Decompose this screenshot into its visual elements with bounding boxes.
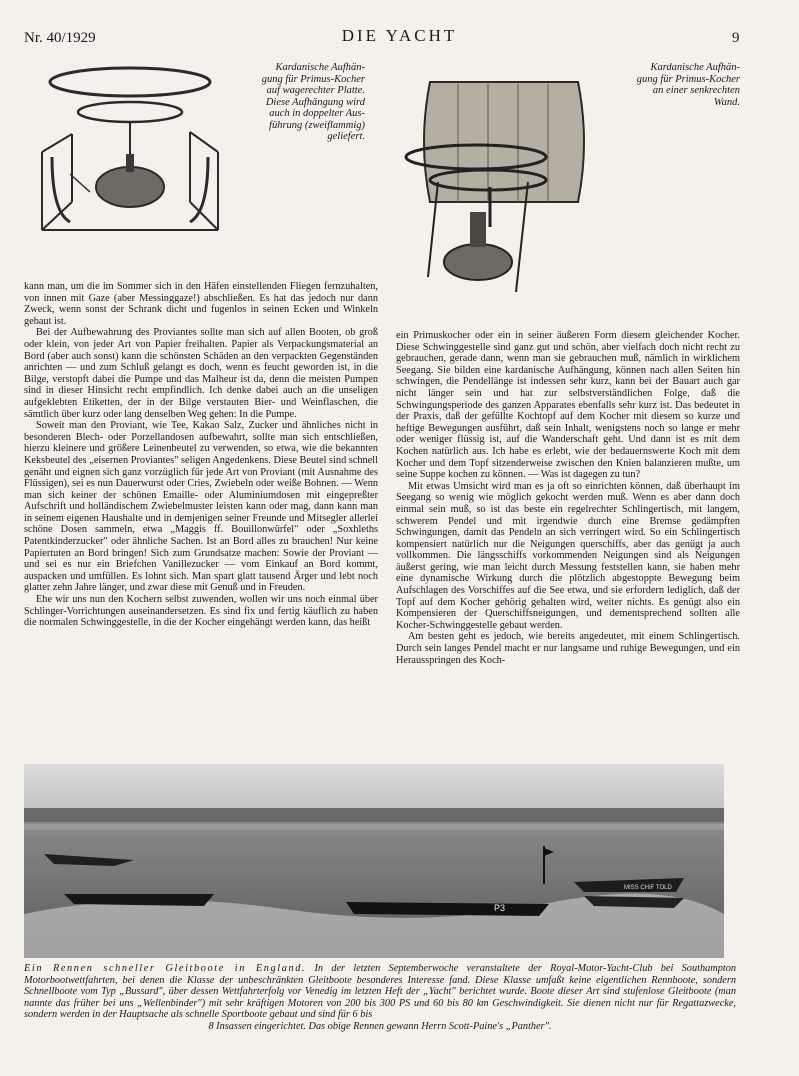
primus-stove-plate-illustration — [30, 62, 235, 247]
boat-label-p3: P3 — [494, 903, 506, 913]
caption-stove-plate: Kardanische Aufhän- gung für Primus-Kocher auf wagerechter Platte. Diese Aufhängung wird auch in doppelter Aus- führung (zweiflammig) geliefert. — [261, 62, 365, 142]
paragraph: ein Primuskocher oder ein in seiner äußeren Form diesem gleichender Kocher. Diese Schwinggestelle sind ganz gut und schön, aber vielfach doch nicht recht zu gebrauchen, gerade dann, wenn man sie gebrauchen muß, nämlich in wirklichem Seegang. Sie bilden eine kardanische Aufhängung, können nach allen Seiten hin schwingen, die Pendellänge ist indessen sehr kurz, kann bei der Bauart auch gar nicht länger sein und hat zur selbstverständlichen Folge, daß die Schwingungsperiode des ganzen Apparates ebenfalls sehr kurz ist. Das bedeutet in der Praxis, daß der gefüllte Kochtopf auf dem Kocher mit diesem so kurze und heftige Bewegungen ausführt, daß sein Inhalt, wenigstens noch so lange er mehr oder weniger flüssig ist, auf die Wanderschaft geht. Und dann ist es mit dem Kochen natürlich aus. Ich habe es erlebt, wie der bedauernswerte Koch mit dem Kocher und dem Topf sitzenderweise zwischen den Knien balanzieren mußte, um seine Suppe kochen zu können. — Was ist dagegen zu tun? — [396, 330, 740, 481]
left-text-column — [24, 281, 378, 629]
boat-label-miss: MISS CHIF TOLD — [624, 885, 672, 891]
paragraph: Bei der Aufbewahrung des Proviantes sollte man sich auf allen Booten, ob groß oder klein, von jeder Art von Papier freihalten. Papier als Verpackungsmaterial an Bord (aber auch sonst) kann die schönsten Schäden an den verpackten Gegenständen anrichten — und zum Schluß gelangt es doch, wenn es feucht geworden ist, in die Bilge, verstopft dabei die Pumpe und das Malheur ist da, denn die meisten Pumpen sind in dieser Hinsicht recht empfindlich. Ich denke dabei auch an die unseligen aufgeklebten Etiketten, der in der Bilge verstauten Bier- und Weinflaschen, die sämtlich über kurz oder lang denselben Weg gehen: In die Pumpe. — [24, 327, 378, 420]
photo-caption — [24, 963, 736, 1032]
magazine-title: DIE YACHT — [341, 26, 458, 45]
primus-stove-wall-illustration — [398, 62, 608, 302]
paragraph: Ehe wir uns nun den Kochern selbst zuwenden, wollen wir uns noch einmal über Schlinger-Vorrichtungen auseinandersetzen. Es sind fix und fertig käuflich zu haben die normalen Schwinggestelle, in die der Kocher eingehängt werden kann, das heißt — [24, 594, 378, 629]
paragraph: kann man, um die im Sommer sich in den Häfen einstellenden Fliegen fernzuhalten, von innen mit Gaze (aber Messinggaze!) abschließen. Es hat das jedoch nur dann Zweck, wenn sonst der Schrank dicht und fugenlos in seinen Ecken und Winkeln gebaut ist. — [24, 281, 378, 327]
paragraph: Soweit man den Proviant, wie Tee, Kakao Salz, Zucker und ähnliches nicht in besonderen Blech- oder Porzellandosen aufbewahrt, sollte man sich entschließen, hierzu kleinere und größere Leinenbeutel zu verwenden, so etwa, wie die bekannten Keksbeutel des „eisernen Proviantes" seligen Angedenkens. Diese Beutel sind schnell genäht und eignen sich ganz vorzüglich für jede Art von Proviant (mit Ausnahme des Flüssigen), sei es nun Dauerwurst oder Cries, Zwiebeln oder weiße Bohnen. — Wenn man sich keiner der schönen Emaille- oder Aluminiumdosen mit eingepreßter Aufschrift und holländischem Zwiebelmuster leisten kann oder mag, dann kann man in seinem eigenen Haushalte und in demjenigen seiner Freunde und Mitsegler allerlei schöne Dosen sammeln, etwa „Maggis ff. Bouillonwürfel" oder „Soxhleths Patentkinderzucker" oder ähnliche Sachen. Ist an Bord alles zu brauchen! Nur keine Papiertuten an Bord bringen! Sich zum Grundsatze machen: Sowie der Proviant — und sei es nur ein Briefchen Vanillezucker — vom Einkauf an Bord kommt, auspacken und umfüllen. Es lohnt sich. Man spart glatt tausend Ärger und lebt noch glatter zehn Jahre länger, und zwar diese mit Genuß und in Freuden. — [24, 420, 378, 594]
caption-end: 8 Insassen eingerichtet. Das obige Rennen gewann Herrn Scott-Paine's „Panther". — [208, 1020, 552, 1032]
page-number: 9 — [732, 30, 740, 46]
right-text-column — [396, 330, 740, 666]
caption-lead: Ein Rennen schneller Gleitboote in England. — [24, 963, 307, 974]
paragraph: Mit etwas Umsicht wird man es ja oft so einrichten können, daß überhaupt im Seegang so wenig wie möglich gekocht werden muß. Wenn es aber dann doch einmal sein muß, so ist das beste ein regelrechter Schlingertisch, mit langem, schwerem Pendel und mit irgendwie durch eine Bremse gedämpften Schwingungen, damit das Pendeln an sich verringert wird. So ein Schlingertisch kompensiert natürlich nur die Neigungen querschiffs, aber das genügt ja auch vollkommen. Die längsschiffs vorkommenden Neigungen sind als Neigungen äußerst gering, wie man leicht durch Messung feststellen kann, sie haben mehr eine dynamische Wirkung durch die plötzlich abgestoppte Bewegung beim Aufschlagen des Vorschiffes auf die See etwa, und sie erfordern lediglich, daß der Topf auf dem Kocher gehörig gehalten wird, weiter nichts. Es genügt also ein Kompensieren der Querschiffsneigungen, und dementsprechend sollten alle Kocher-Schwinggestelle gebaut werden. — [396, 480, 740, 631]
caption-stove-wall: Kardanische Aufhän- gung für Primus-Kocher an einer senkrechten Wand. — [636, 62, 740, 108]
issue-number: Nr. 40/1929 — [24, 30, 96, 46]
caption-body: In der letzten Septemberwoche veranstaltete der Royal-Motor-Yacht-Club bei Southampton Motorbootwettfahrten, bei denen die Klasse der unbeschränkten Gleitboote besonderes Interesse fand. Diese Klasse umfaßt keine eigentlichen Rennboote, sondern Schnellboote vom Typ „Bussard", über dessen Wettfahrterfolg vor Venedig im letzten Heft der „Yacht" berichtet wurde. Boote dieser Art sind stufenlose Gleitboote (man nannte das früher bei uns „Wellenbinder") mit sehr kräftigen Motoren von 200 bis 300 PS und 60 bis 80 km Geschwindigkeit. Sie dienen nicht nur für Regattazwecke, sondern werden in der Hauptsache als schnelle Sportboote gebaut und sind für 6 bis — [24, 963, 737, 1020]
paragraph: Am besten geht es jedoch, wie bereits angedeutet, mit einem Schlingertisch. Durch sein langes Pendel macht er nur langsame und ruhige Bewegungen, und ein Herausspringen des Koch- — [396, 631, 740, 666]
speedboat-race-photo — [24, 764, 724, 958]
